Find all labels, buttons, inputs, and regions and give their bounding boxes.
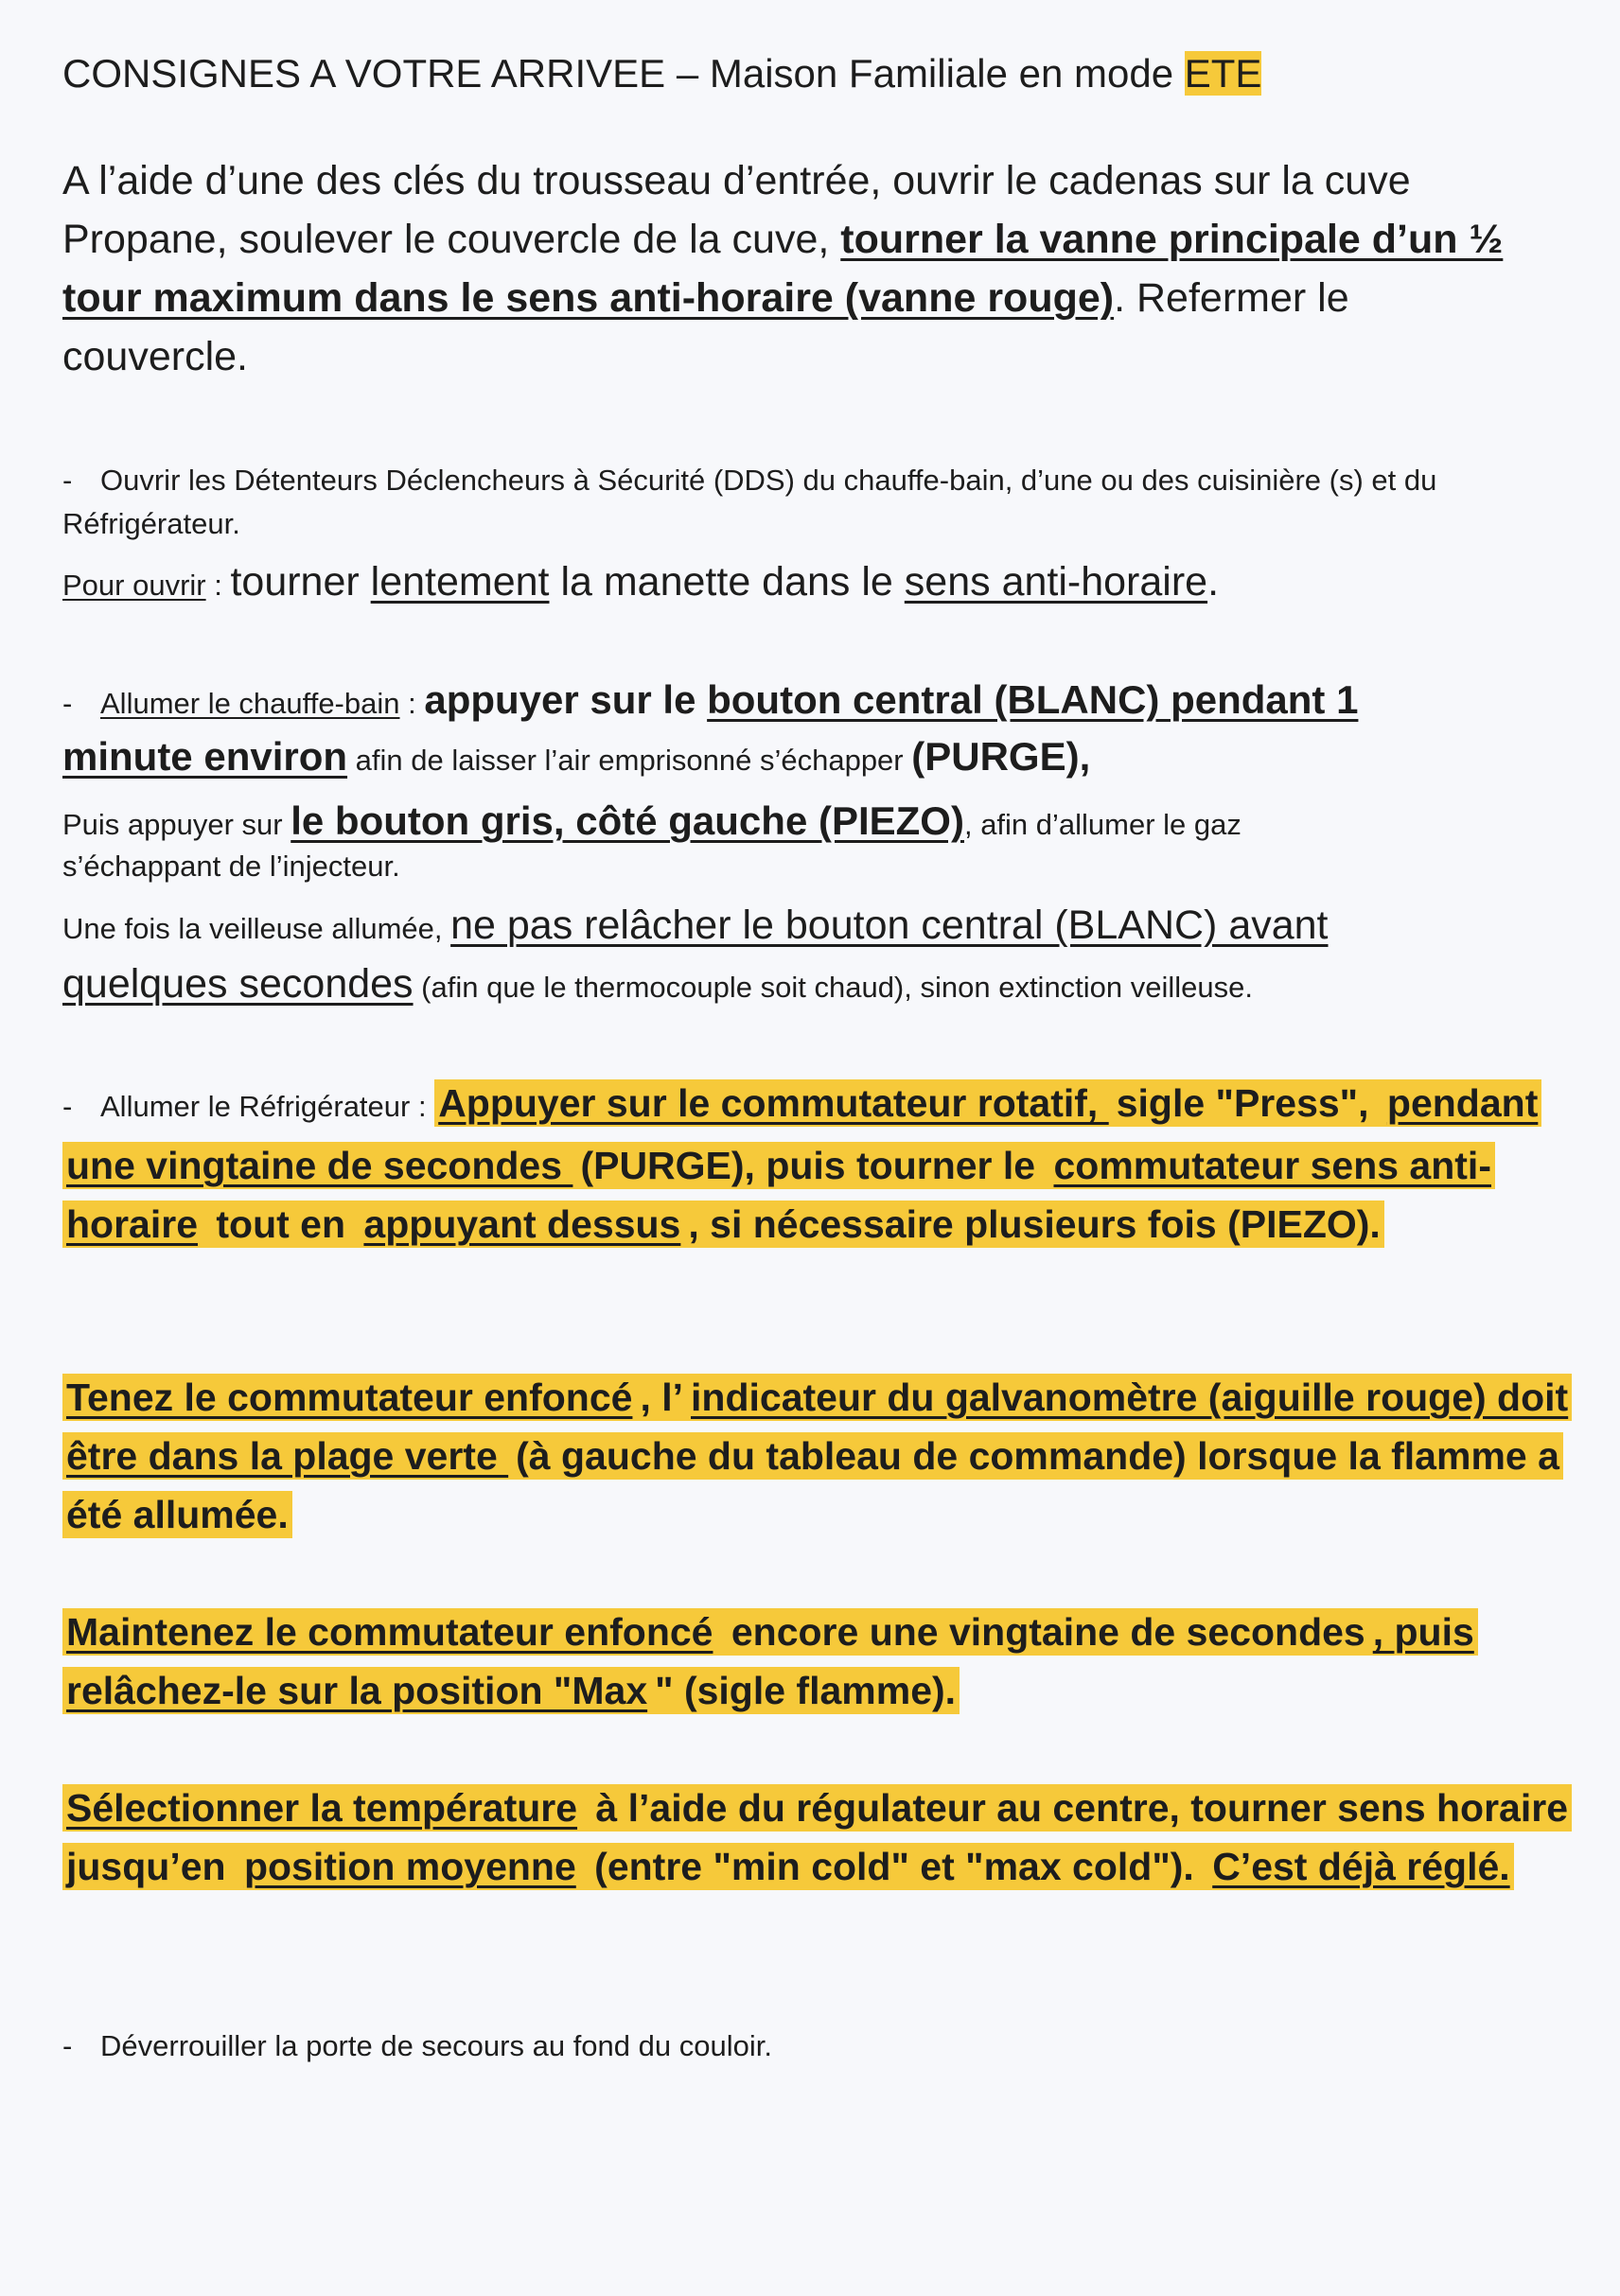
fridge-t1: sigle "Press", bbox=[1113, 1079, 1383, 1127]
cb-b1: appuyer sur le bbox=[424, 677, 708, 722]
chauffe-bain-line-2 bbox=[62, 728, 1090, 795]
secours-text: Déverrouiller la porte de secours au fond du couloir. bbox=[100, 2029, 772, 2062]
fridge-u3: commutateur sens anti-horaire bbox=[62, 1142, 1495, 1248]
cb-gris: le bouton gris, côté gauche (PIEZO) bbox=[291, 798, 964, 843]
dds-open-t1: tourner bbox=[230, 559, 371, 605]
chauffe-bain-line-4 bbox=[62, 845, 400, 888]
chauffe-bain-line-6 bbox=[62, 955, 1253, 1022]
fridge-t2: (PURGE), puis tourner le bbox=[576, 1142, 1049, 1189]
tenez-t2: (à gauche du tableau de commande) lorsque la flamme a été allumée. bbox=[62, 1432, 1563, 1538]
dds-open-label: Pour ouvrir bbox=[62, 569, 206, 602]
cb-t2: afin de laisser l’air emprisonné s’échapper bbox=[347, 744, 912, 777]
intro-part2: . Refermer le couvercle. bbox=[62, 275, 1349, 379]
mode-badge: ETE bbox=[1184, 51, 1262, 96]
dds-open-u1: lentement bbox=[370, 559, 550, 605]
cb-t6: Une fois la veilleuse allumée, bbox=[62, 912, 451, 945]
maint-t1: encore une vingtaine de secondes bbox=[716, 1608, 1368, 1656]
dds-text: Ouvrir les Détenteurs Déclencheurs à Sécurité (DDS) du chauffe-bain, d’une ou des cuisinière (s) et du Réfrigérateur. bbox=[62, 464, 1437, 540]
fridge-u1: Appuyer sur le commutateur rotatif, bbox=[434, 1079, 1113, 1127]
cb-t4: , afin d’allumer le gaz bbox=[963, 808, 1241, 841]
select-u1: Sélectionner la température bbox=[62, 1784, 581, 1832]
cb-colon: : bbox=[399, 687, 425, 720]
tenez-u2: indicateur du galvanomètre (aiguille rouge) doit être dans la plage verte bbox=[62, 1374, 1572, 1480]
fridge-u2: pendant une vingtaine de secondes bbox=[62, 1079, 1541, 1189]
cb-dash: - bbox=[62, 687, 73, 720]
select-t1: à l’aide du régulateur au centre, tourner sens horaire jusqu’en bbox=[62, 1784, 1572, 1890]
fridge-paragraph bbox=[62, 1074, 1576, 1253]
intro-part1: A l’aide d’une des clés du trousseau d’entrée, ouvrir le cadenas sur la cuve Propane, soulever le couvercle de la cuve, bbox=[62, 158, 1411, 262]
tenez-t1: , l’ bbox=[636, 1374, 687, 1421]
cb-t3: Puis appuyer sur bbox=[62, 808, 291, 841]
secours-dash: - bbox=[62, 2029, 73, 2062]
dds-open-u2: sens anti-horaire bbox=[904, 559, 1208, 605]
chauffe-bain-line-5 bbox=[62, 897, 1329, 963]
select-temperature-paragraph bbox=[62, 1779, 1576, 1896]
title-main: CONSIGNES A VOTRE ARRIVEE – Maison Familiale en mode bbox=[62, 51, 1185, 96]
maint-u1: Maintenez le commutateur enfoncé bbox=[62, 1608, 716, 1656]
dds-open-colon: : bbox=[205, 569, 231, 602]
cb-t5: s’échappant de l’injecteur. bbox=[62, 850, 400, 883]
select-u3: C’est déjà réglé. bbox=[1208, 1843, 1513, 1890]
cb-u7: quelques secondes bbox=[62, 961, 414, 1007]
fridge-u4: appuyant dessus bbox=[360, 1201, 684, 1248]
secours-paragraph bbox=[62, 2024, 772, 2068]
tenez-paragraph bbox=[62, 1368, 1576, 1544]
fridge-dash: - bbox=[62, 1090, 73, 1123]
cb-b1u: bouton central (BLANC) pendant 1 bbox=[707, 677, 1359, 722]
cb-t7: (afin que le thermocouple soit chaud), sinon extinction veilleuse. bbox=[413, 971, 1254, 1004]
maint-u2: , puis relâchez-le sur la position "Max bbox=[62, 1608, 1478, 1714]
maint-t2: " (sigle flamme). bbox=[651, 1667, 960, 1714]
select-u2: position moyenne bbox=[240, 1843, 580, 1890]
dds-paragraph bbox=[62, 459, 1539, 546]
dds-open-t3: . bbox=[1207, 559, 1220, 605]
cb-u6: ne pas relâcher le bouton central (BLANC) avant bbox=[450, 903, 1329, 948]
dds-dash: - bbox=[62, 464, 73, 497]
cb-purge: (PURGE), bbox=[911, 734, 1091, 779]
cb-b2u: minute environ bbox=[62, 734, 348, 779]
maintenez-paragraph bbox=[62, 1603, 1576, 1720]
dds-open-t2: la manette dans le bbox=[549, 559, 905, 605]
fridge-t3: tout en bbox=[202, 1201, 360, 1248]
intro-bold: tourner la vanne principale d’un ½ tour maximum dans le sens anti-horaire (vanne rouge) bbox=[62, 217, 1504, 321]
tenez-u1: Tenez le commutateur enfoncé bbox=[62, 1374, 636, 1421]
cb-label: Allumer le chauffe-bain bbox=[100, 687, 400, 720]
fridge-t4: , si nécessaire plusieurs fois (PIEZO). bbox=[684, 1201, 1383, 1248]
fridge-label: Allumer le Réfrigérateur : bbox=[100, 1090, 435, 1123]
page-title bbox=[62, 45, 1261, 102]
select-t2: (entre "min cold" et "max cold"). bbox=[580, 1843, 1208, 1890]
intro-paragraph bbox=[62, 151, 1539, 386]
dds-open-line bbox=[62, 553, 1558, 620]
